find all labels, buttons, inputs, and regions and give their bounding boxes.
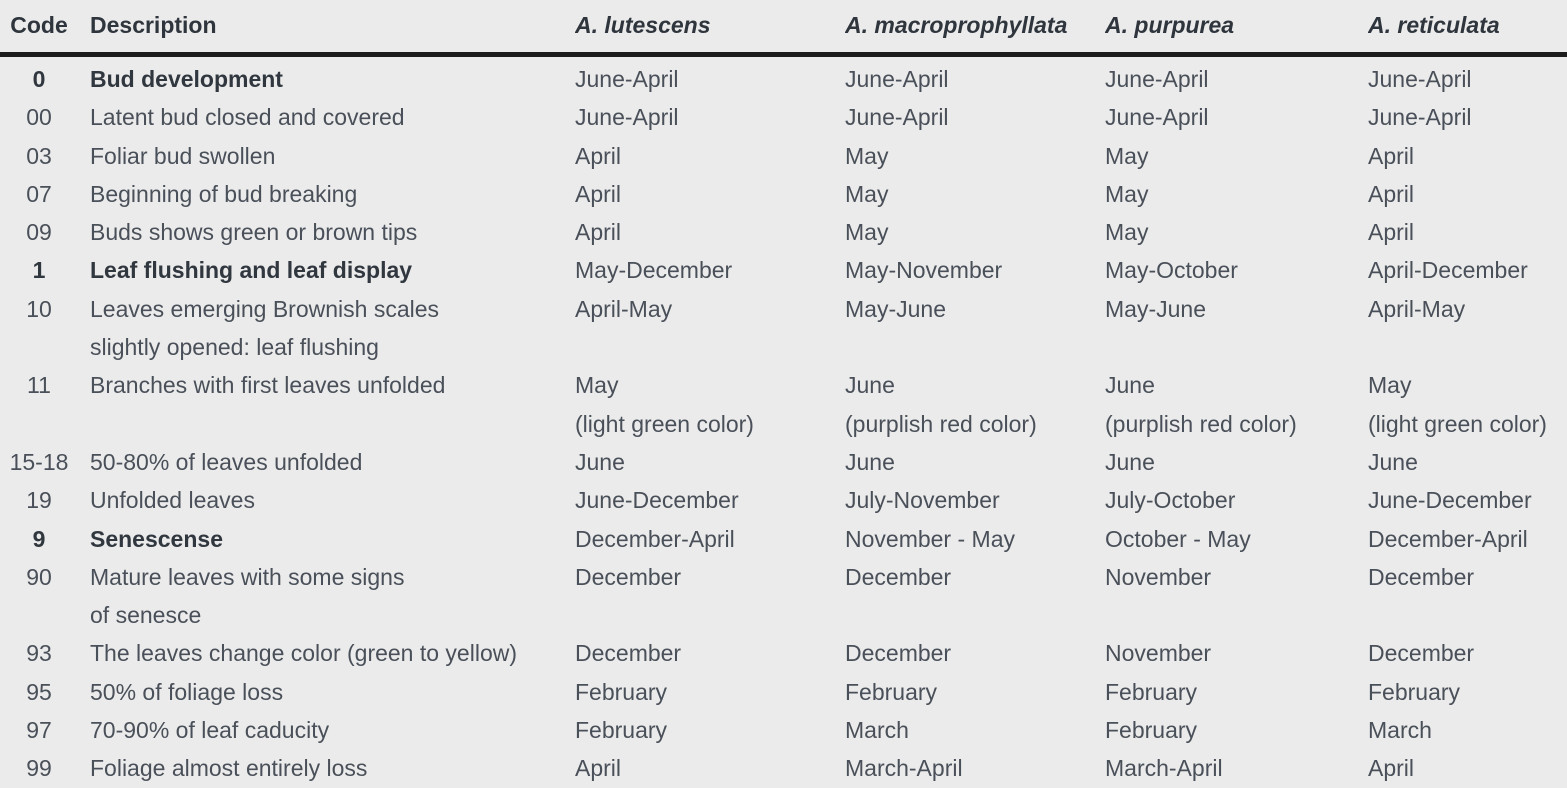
month-line: November xyxy=(1105,563,1212,590)
column-header-description: Description xyxy=(78,0,575,55)
table-row xyxy=(0,481,1567,519)
month-line: April xyxy=(1368,755,1415,782)
month-line: (purplish red color) xyxy=(1105,410,1297,437)
month-line: February xyxy=(1368,678,1461,705)
month-line: December xyxy=(1368,640,1475,667)
description-line: of senesce xyxy=(90,602,202,629)
month-line: April-May xyxy=(1368,295,1466,322)
code-cell: 0 xyxy=(32,66,46,92)
month-cell xyxy=(845,634,1105,672)
table-row xyxy=(0,558,1567,635)
month-cell xyxy=(575,366,845,443)
column-header-a-macroprophyllata: A. macroprophyllata xyxy=(845,0,1105,55)
month-line: March xyxy=(845,717,909,744)
description-cell xyxy=(78,290,575,367)
month-line: December-April xyxy=(1368,525,1528,552)
month-line: April xyxy=(1368,219,1415,246)
month-line: June-April xyxy=(1105,66,1209,92)
month-cell xyxy=(1105,366,1368,443)
month-line: May xyxy=(845,219,889,246)
month-line: June-April xyxy=(845,66,949,92)
table-row xyxy=(0,520,1567,558)
table-row xyxy=(0,213,1567,251)
description-cell xyxy=(78,749,575,788)
month-cell xyxy=(1105,520,1368,558)
table-row xyxy=(0,673,1567,711)
month-cell xyxy=(575,481,845,519)
month-line: (purplish red color) xyxy=(845,410,1037,437)
month-cell xyxy=(845,520,1105,558)
month-line: (light green color) xyxy=(1368,410,1547,437)
month-line: June-April xyxy=(575,66,679,92)
month-line: April xyxy=(1368,180,1415,207)
month-cell xyxy=(1105,55,1368,99)
description-line: Foliage almost entirely loss xyxy=(90,755,368,782)
month-cell xyxy=(1105,481,1368,519)
month-cell xyxy=(845,55,1105,99)
month-cell xyxy=(1105,558,1368,635)
month-line: May xyxy=(845,180,889,207)
month-cell xyxy=(1105,443,1368,481)
month-cell xyxy=(575,749,845,788)
month-line: February xyxy=(575,717,668,744)
description-cell xyxy=(78,98,575,136)
month-cell xyxy=(1368,366,1567,443)
month-line: June-April xyxy=(1368,66,1472,92)
description-line: slightly opened: leaf flushing xyxy=(90,334,379,361)
month-line: March xyxy=(1368,717,1432,744)
month-cell xyxy=(1368,634,1567,672)
code-cell: 03 xyxy=(26,142,52,169)
description-cell xyxy=(78,673,575,711)
month-line: May-December xyxy=(575,257,733,284)
description-line: Bud development xyxy=(90,66,283,92)
month-line: June xyxy=(1105,448,1155,475)
description-line: 70-90% of leaf caducity xyxy=(90,717,330,744)
month-line: (light green color) xyxy=(575,410,754,437)
description-line: Senescense xyxy=(90,525,223,552)
code-cell: 99 xyxy=(26,755,52,782)
month-line: December-April xyxy=(575,525,735,552)
table-row xyxy=(0,749,1567,788)
month-line: June xyxy=(845,448,895,475)
header-row xyxy=(0,0,1567,55)
table-row xyxy=(0,711,1567,749)
code-cell: 11 xyxy=(27,372,51,399)
month-cell xyxy=(845,290,1105,367)
month-line: July-November xyxy=(845,487,1000,514)
month-cell xyxy=(845,558,1105,635)
table-row xyxy=(0,290,1567,367)
month-cell xyxy=(575,558,845,635)
month-cell xyxy=(575,251,845,289)
month-cell xyxy=(1368,673,1567,711)
column-header-code: Code xyxy=(0,0,78,55)
month-line: March-April xyxy=(1105,755,1223,782)
month-cell xyxy=(575,673,845,711)
month-cell xyxy=(845,251,1105,289)
month-line: June-April xyxy=(845,104,949,131)
table-header xyxy=(0,0,1567,55)
description-cell xyxy=(78,558,575,635)
description-line: Buds shows green or brown tips xyxy=(90,219,418,246)
month-cell xyxy=(575,443,845,481)
month-line: May-November xyxy=(845,257,1003,284)
month-cell xyxy=(1368,98,1567,136)
month-cell xyxy=(845,673,1105,711)
month-cell xyxy=(1368,175,1567,213)
month-line: April xyxy=(1368,142,1415,169)
month-line: April xyxy=(575,180,622,207)
code-cell: 15-18 xyxy=(9,448,69,475)
month-cell xyxy=(1105,213,1368,251)
month-cell xyxy=(1368,481,1567,519)
code-cell: 00 xyxy=(26,104,52,131)
month-line: June xyxy=(845,372,895,399)
description-line: 50-80% of leaves unfolded xyxy=(90,448,363,475)
description-line: Mature leaves with some signs xyxy=(90,563,405,590)
table-body xyxy=(0,55,1567,788)
month-line: December xyxy=(845,563,952,590)
description-line: Leaves emerging Brownish scales xyxy=(90,295,440,322)
table-row xyxy=(0,251,1567,289)
month-line: May xyxy=(1368,372,1412,399)
month-cell xyxy=(845,213,1105,251)
description-cell xyxy=(78,175,575,213)
month-line: May-June xyxy=(845,295,946,322)
code-cell: 97 xyxy=(26,717,52,744)
description-line: Branches with first leaves unfolded xyxy=(90,372,446,399)
month-line: April xyxy=(575,219,622,246)
month-line: April-December xyxy=(1368,257,1528,284)
code-cell: 90 xyxy=(26,563,52,590)
code-cell: 07 xyxy=(26,180,52,207)
month-line: June xyxy=(1105,372,1155,399)
month-cell xyxy=(1105,673,1368,711)
month-cell xyxy=(575,290,845,367)
month-cell xyxy=(1368,711,1567,749)
month-line: June xyxy=(1368,448,1418,475)
month-cell xyxy=(575,137,845,175)
month-line: February xyxy=(1105,717,1198,744)
description-line: Unfolded leaves xyxy=(90,487,255,514)
description-cell xyxy=(78,443,575,481)
month-cell xyxy=(1368,558,1567,635)
month-line: June-December xyxy=(1368,487,1532,514)
month-line: December xyxy=(1368,563,1475,590)
description-cell xyxy=(78,251,575,289)
month-cell xyxy=(845,711,1105,749)
month-line: May xyxy=(1105,219,1149,246)
month-line: February xyxy=(575,678,668,705)
table-row xyxy=(0,175,1567,213)
description-line: 50% of foliage loss xyxy=(90,678,284,705)
code-cell: 09 xyxy=(26,219,52,246)
month-cell xyxy=(845,481,1105,519)
month-line: November xyxy=(1105,640,1212,667)
month-line: April xyxy=(575,755,622,782)
month-line: October - May xyxy=(1105,525,1251,552)
month-cell xyxy=(845,749,1105,788)
month-cell xyxy=(575,634,845,672)
month-cell xyxy=(575,520,845,558)
column-header-a-lutescens: A. lutescens xyxy=(575,0,845,55)
month-line: December xyxy=(575,563,682,590)
table-row xyxy=(0,55,1567,99)
code-cell: 10 xyxy=(26,295,52,322)
description-cell xyxy=(78,520,575,558)
description-cell xyxy=(78,137,575,175)
month-cell xyxy=(1105,137,1368,175)
month-cell xyxy=(845,443,1105,481)
month-line: June-April xyxy=(575,104,679,131)
month-cell xyxy=(575,711,845,749)
month-line: May xyxy=(575,372,619,399)
month-cell xyxy=(1105,634,1368,672)
month-cell xyxy=(575,175,845,213)
month-cell xyxy=(1105,711,1368,749)
code-cell: 93 xyxy=(26,640,52,667)
description-cell xyxy=(78,55,575,99)
month-cell xyxy=(1105,251,1368,289)
month-line: May-June xyxy=(1105,295,1206,322)
code-cell: 19 xyxy=(26,487,52,514)
description-line: Foliar bud swollen xyxy=(90,142,276,169)
month-cell xyxy=(1368,443,1567,481)
month-cell xyxy=(1105,290,1368,367)
month-line: May-October xyxy=(1105,257,1238,284)
month-line: April xyxy=(575,142,622,169)
column-header-a-purpurea: A. purpurea xyxy=(1105,0,1368,55)
month-line: June-December xyxy=(575,487,739,514)
description-cell xyxy=(78,634,575,672)
month-cell xyxy=(1368,749,1567,788)
month-line: May xyxy=(1105,142,1149,169)
month-cell xyxy=(845,366,1105,443)
month-cell xyxy=(1368,55,1567,99)
description-cell xyxy=(78,481,575,519)
month-line: May xyxy=(1105,180,1149,207)
month-cell xyxy=(1105,749,1368,788)
month-cell xyxy=(1368,213,1567,251)
month-line: February xyxy=(845,678,938,705)
table-row xyxy=(0,443,1567,481)
month-cell xyxy=(575,213,845,251)
month-line: February xyxy=(1105,678,1198,705)
table-row xyxy=(0,98,1567,136)
code-cell: 95 xyxy=(26,678,52,705)
month-cell xyxy=(575,55,845,99)
description-cell xyxy=(78,366,575,443)
description-cell xyxy=(78,711,575,749)
month-line: June-April xyxy=(1105,104,1209,131)
month-cell xyxy=(1105,98,1368,136)
description-line: Leaf flushing and leaf display xyxy=(90,257,413,284)
month-cell xyxy=(1368,251,1567,289)
month-line: June-April xyxy=(1368,104,1472,131)
month-line: April-May xyxy=(575,295,673,322)
description-cell xyxy=(78,213,575,251)
month-cell xyxy=(845,175,1105,213)
month-line: November - May xyxy=(845,525,1015,552)
table-row xyxy=(0,137,1567,175)
month-line: December xyxy=(845,640,952,667)
month-cell xyxy=(1368,520,1567,558)
table-row xyxy=(0,634,1567,672)
description-line: Beginning of bud breaking xyxy=(90,180,358,207)
month-line: December xyxy=(575,640,682,667)
month-cell xyxy=(845,98,1105,136)
month-line: July-October xyxy=(1105,487,1236,514)
month-cell xyxy=(1368,290,1567,367)
column-header-a-reticulata: A. reticulata xyxy=(1368,0,1567,55)
description-line: The leaves change color (green to yellow) xyxy=(90,640,518,667)
month-line: May xyxy=(845,142,889,169)
month-cell xyxy=(1105,175,1368,213)
month-cell xyxy=(575,98,845,136)
month-cell xyxy=(1368,137,1567,175)
table-row xyxy=(0,366,1567,443)
code-cell: 9 xyxy=(32,525,46,552)
month-line: June xyxy=(575,448,625,475)
month-cell xyxy=(845,137,1105,175)
code-cell: 1 xyxy=(32,257,46,284)
month-line: March-April xyxy=(845,755,963,782)
description-line: Latent bud closed and covered xyxy=(90,104,405,131)
